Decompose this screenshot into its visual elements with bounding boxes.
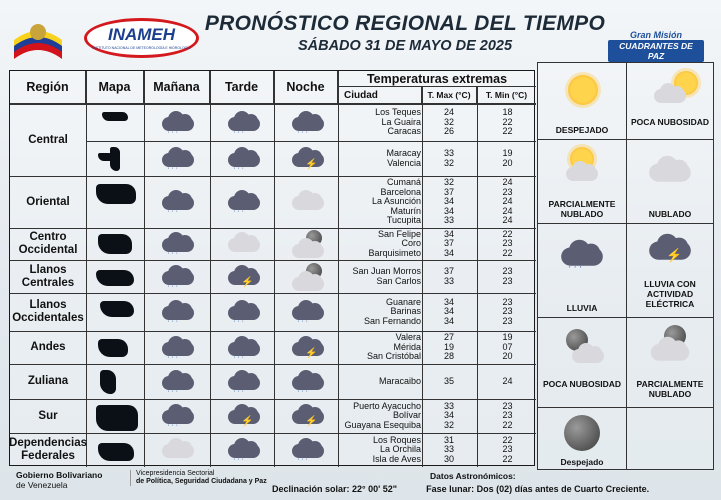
region-label: Zuliana [27, 375, 69, 387]
temp-max: 24 [443, 107, 454, 118]
region-label: Sur [38, 409, 58, 422]
legend-despejado: DESPEJADO [555, 125, 609, 135]
city-name: Cumaná [386, 177, 421, 188]
temp-max: 32 [443, 116, 454, 127]
header-manana: Mañana [144, 71, 210, 104]
temp-max: 34 [443, 296, 454, 307]
temp-min: 23 [502, 186, 513, 197]
region-label: Llanos Occidentales [12, 299, 84, 324]
temp-max: 34 [443, 306, 454, 317]
temp-min: 24 [502, 177, 513, 188]
temp-min: 19 [502, 332, 513, 343]
temp-max: 34 [443, 228, 454, 239]
legend-despejado-noche: Despejado [560, 457, 604, 467]
temp-max: 26 [443, 126, 454, 137]
city-name: La Orchila [379, 444, 421, 455]
cloud-icon [644, 156, 696, 185]
temp-max: 33 [443, 148, 454, 158]
temp-max: 34 [443, 410, 454, 421]
temp-min: 23 [502, 444, 513, 455]
cloud-icon [568, 343, 608, 365]
city-name: Barinas [390, 306, 421, 317]
city-name: Bolívar [392, 410, 421, 421]
temp-max: 31 [443, 434, 454, 445]
cloud-icon [562, 161, 602, 183]
astro-title: Datos Astronómicos: [430, 471, 516, 481]
legend-poca-nubosidad: POCA NUBOSIDAD [630, 117, 710, 127]
region-label: Andes [30, 341, 66, 353]
header-region: Región [10, 71, 86, 104]
legend-parcialmente-nublado: PARCIALMENTE NUBLADO [548, 199, 616, 219]
temp-max: 28 [443, 351, 454, 362]
temp-min: 23 [502, 306, 513, 317]
temp-min: 18 [502, 107, 513, 118]
city-name: Barquisimeto [368, 247, 421, 258]
region-label: Llanos Centrales [21, 263, 75, 289]
city-name: Valera [395, 332, 421, 343]
header-tmin: T. Min (°C) [477, 87, 536, 104]
storm-cloud-icon: ⚡ [644, 234, 696, 263]
header-tmax: T. Max (°C) [422, 87, 477, 104]
city-name: Mérida [393, 341, 421, 352]
temp-min: 22 [502, 434, 513, 445]
city-name: Caracas [387, 126, 421, 137]
sun-icon [568, 75, 598, 105]
temp-min: 23 [502, 275, 513, 286]
venezuela-seal-logo [10, 18, 66, 62]
legend-lluvia-actividad: LLUVIA CON ACTIVIDAD ELÉCTRICA [644, 279, 696, 309]
temp-min: 24 [502, 215, 513, 226]
page-title: PRONÓSTICO REGIONAL DEL TIEMPO [204, 12, 606, 35]
city-name: Guanare [385, 296, 421, 307]
temp-min: 23 [502, 400, 513, 411]
legend-lluvia: LLUVIA [566, 303, 598, 313]
city-name: San Juan Morros [352, 266, 421, 276]
temp-max: 34 [443, 205, 454, 216]
temp-min: 22 [502, 228, 513, 239]
city-name: Los Roques [372, 434, 421, 445]
header-noche: Noche [274, 71, 338, 104]
temp-min: 23 [502, 410, 513, 421]
temp-min: 24 [502, 205, 513, 216]
gobierno-logo: Gobierno Bolivariano de Venezuela [16, 470, 103, 490]
header-ciudad: Ciudad [338, 87, 422, 104]
city-name: Maracaibo [378, 375, 421, 386]
temp-min: 19 [502, 148, 513, 158]
city-name: Tucupita [386, 215, 421, 226]
city-name: Barcelona [380, 186, 421, 197]
temp-min: 23 [502, 238, 513, 249]
temp-max: 35 [443, 375, 454, 386]
moon-icon [564, 415, 600, 451]
temp-max: 32 [443, 177, 454, 188]
region-label: Centro Occidental [18, 231, 78, 256]
legend-parcialmente-nublado-noche: PARCIALMENTE NUBLADO [636, 379, 704, 399]
header-tarde: Tarde [210, 71, 274, 104]
temp-max: 34 [443, 196, 454, 207]
inameh-logo: INAMEH INSTITUTO NACIONAL DE METEOROLOGÍA E HIDROLOGÍA [84, 18, 199, 58]
temp-min: 23 [502, 266, 513, 276]
temp-min: 22 [502, 126, 513, 137]
page-date: SÁBADO 31 DE MAYO DE 2025 [297, 38, 513, 54]
city-name: San Felipe [377, 228, 421, 239]
city-name: San Fernando [363, 315, 421, 326]
temp-max: 34 [443, 315, 454, 326]
temp-max: 33 [443, 215, 454, 226]
cloud-icon [646, 337, 694, 363]
temp-max: 37 [443, 238, 454, 249]
temp-max: 37 [443, 186, 454, 197]
city-name: Maturín [390, 205, 421, 216]
region-label: Oriental [26, 195, 70, 208]
city-name: Puerto Ayacucho [353, 400, 421, 411]
fase-lunar: Fase lunar: Dos (02) días antes de Cuarto Creciente. [426, 484, 650, 494]
city-name: La Asunción [371, 196, 421, 207]
forecast-table: Región Mapa Mañana Tarde Noche Temperaturas extremas Ciudad T. Max (°C) T. Min (°C) Central ''' ''' ''' Los Teques 24 18 La Guaira 32 22 Caracas 26 22 ''' ''' ⚡ Maracay 33 19 Valencia 32 20 Oriental ''' ''' Cumaná 32 24 Barcelona 37 23 La Asunción 34 24 Maturín 34 24 Tucupita 33 24 Centro Occidental ''' San Felipe 34 22 Coro 37 23 Barquisimeto 34 22 Llanos Centrales ''' ⚡ San Juan Morros 37 23 San Carlos 33 23 Llanos Occidentales ''' ''' ''' Guanare 34 23 Barinas 34 23 San Fernando 34 23 Andes ''' ''' ⚡ Valera 27 19 Mérida 19 07 San Cristóbal 28 20 Zuliana ''' ''' ''' Maracaibo 35 24 Sur ''' ⚡ ⚡ Puerto Ayacucho 33 23 Bolívar 34 23 Guayana Esequiba 32 22 Dependencias Federales ''' ''' Los Roques 31 22 La Orchila 33 23 Isla de Aves 30 22 [9, 70, 535, 466]
temp-max: 32 [443, 419, 454, 430]
temp-min: 22 [502, 116, 513, 127]
legend-nublado: NUBLADO [648, 209, 692, 219]
rain-cloud-icon: ''' [556, 240, 608, 269]
weather-legend [537, 62, 714, 470]
temp-max: 33 [443, 444, 454, 455]
header-mapa: Mapa [86, 71, 144, 104]
temp-max: 34 [443, 247, 454, 258]
temp-min: 20 [502, 157, 513, 168]
temp-max: 33 [443, 400, 454, 411]
temp-max: 32 [443, 157, 454, 168]
temp-min: 24 [502, 375, 513, 386]
temp-min: 23 [502, 315, 513, 326]
region-label: Central [28, 133, 68, 146]
city-name: Guayana Esequiba [344, 419, 421, 430]
temp-max: 33 [443, 275, 454, 286]
temp-min: 23 [502, 296, 513, 307]
temp-min: 22 [502, 247, 513, 258]
temp-min: 22 [502, 419, 513, 430]
region-label: Dependencias Federales [9, 437, 87, 462]
temp-min: 22 [502, 453, 513, 464]
city-name: San Carlos [376, 275, 421, 286]
city-name: Valencia [387, 157, 421, 168]
declinacion-solar: Declinación solar: 22° 00' 52" [272, 484, 398, 494]
city-name: Coro [401, 238, 421, 249]
city-name: Isla de Aves [372, 453, 421, 464]
city-name: Los Teques [375, 107, 421, 118]
temp-max: 19 [443, 341, 454, 352]
temp-max: 27 [443, 332, 454, 343]
temp-max: 37 [443, 266, 454, 276]
astro-data [272, 484, 672, 494]
cuadrantes-paz-logo: Gran Misión CUADRANTES DE PAZ [608, 22, 704, 62]
city-name: Maracay [386, 148, 421, 158]
temp-min: 24 [502, 196, 513, 207]
city-name: San Cristóbal [366, 351, 421, 362]
cloud-icon [650, 83, 690, 105]
legend-poca-nubosidad-noche: POCA NUBOSIDAD [542, 379, 622, 389]
temp-min: 07 [502, 341, 513, 352]
temp-min: 20 [502, 351, 513, 362]
header-temperaturas: Temperaturas extremas [338, 71, 536, 87]
temp-max: 30 [443, 453, 454, 464]
vicepresidencia-logo: Vicepresidencia Sectorial de Política, Seguridad Ciudadana y Paz [130, 470, 267, 486]
city-name: La Guaira [381, 116, 421, 127]
